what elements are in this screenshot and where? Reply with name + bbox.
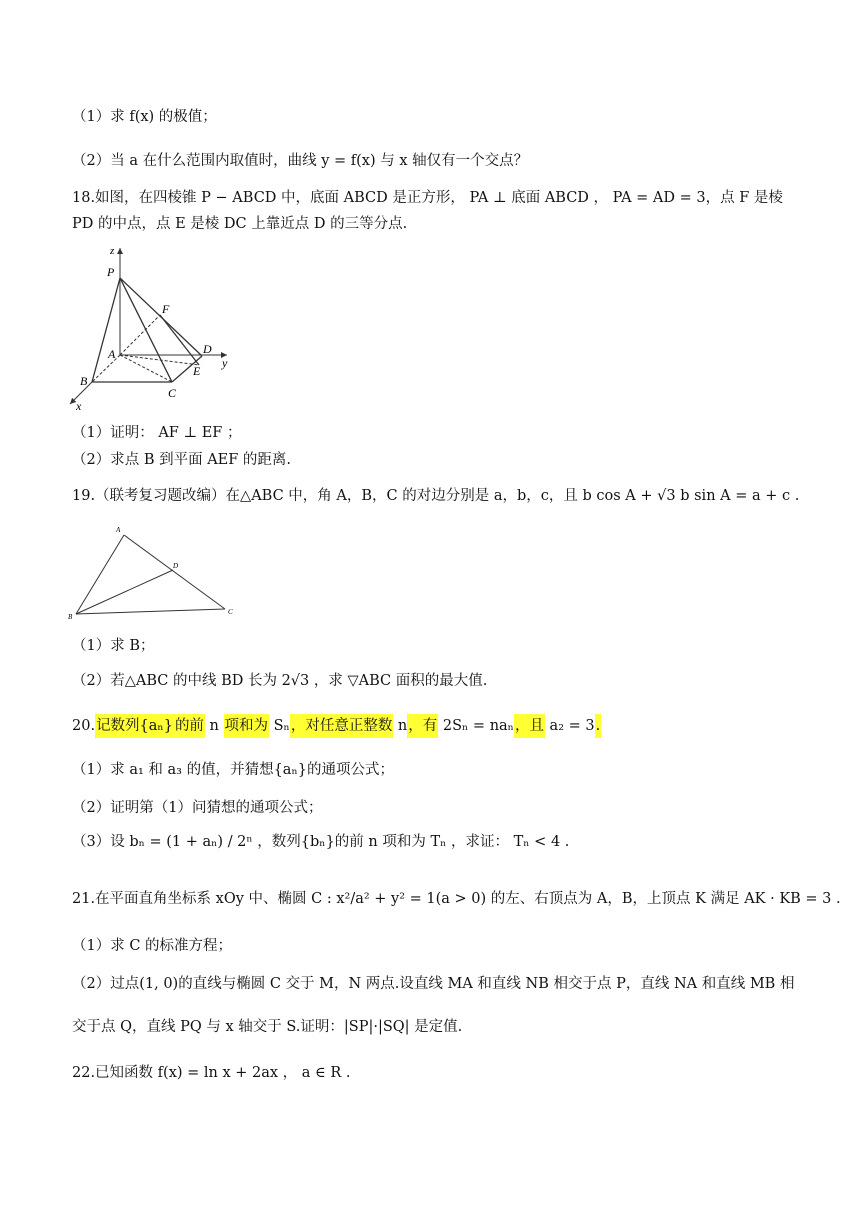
label-D: D bbox=[173, 562, 179, 570]
label-x: x bbox=[76, 399, 82, 413]
label-A: A bbox=[116, 526, 121, 534]
label-E: E bbox=[193, 364, 201, 378]
q20-text-4: 2Sₙ = naₙ bbox=[438, 718, 514, 734]
label-y: y bbox=[222, 356, 228, 370]
q17-part1: （1）求 f(x) 的极值； bbox=[72, 109, 217, 125]
label-D: D bbox=[203, 342, 212, 356]
q21-part2-line1: （2）过点(1, 0)的直线与椭圆 C 交于 M，N 两点.设直线 MA 和直线 NB 相交于点 P，直线 NA 和直线 MB 相 bbox=[72, 976, 795, 992]
q20-highlight-5: ，有 bbox=[407, 714, 438, 738]
q20-highlight-2: 的前 bbox=[174, 714, 205, 738]
label-A: A bbox=[108, 347, 116, 361]
q20-highlight-6: ，且 bbox=[514, 714, 545, 738]
q18-part2: （2）求点 B 到平面 AEF 的距离. bbox=[72, 452, 292, 468]
label-z: z bbox=[110, 245, 115, 257]
label-P: P bbox=[107, 265, 115, 279]
side-BC bbox=[76, 609, 225, 614]
q21-part1: （1）求 C 的标准方程； bbox=[72, 938, 233, 954]
label-C: C bbox=[168, 386, 177, 400]
side-AC bbox=[124, 535, 225, 609]
q20-part2: （2）证明第（1）问猜想的通项公式； bbox=[72, 800, 323, 816]
edge-PB bbox=[92, 278, 120, 382]
edge-AF bbox=[120, 315, 160, 355]
q21-stem: 21.在平面直角坐标系 xOy 中、椭圆 C : x²/a² + y² = 1(a > 0) 的左、右顶点为 A，B，上顶点 K 满足 AK · KB = 3 . bbox=[72, 891, 841, 907]
q20-text-3: n bbox=[393, 718, 408, 734]
q20-text-1: n bbox=[204, 718, 224, 734]
q19-part2: （2）若△ABC 的中线 BD 长为 2√3 ，求 ▽ABC 面积的最大值. bbox=[72, 673, 488, 689]
q20-part1: （1）求 a₁ 和 a₃ 的值，并猜想{aₙ}的通项公式； bbox=[72, 762, 394, 778]
q20-highlight-4: ，对任意正整数 bbox=[290, 714, 394, 738]
label-F: F bbox=[162, 302, 170, 316]
side-AB bbox=[76, 535, 124, 614]
q22-stem: 22.已知函数 f(x) = ln x + 2ax ， a ∈ R . bbox=[72, 1065, 351, 1081]
edge-PC bbox=[120, 278, 172, 382]
label-C: C bbox=[228, 608, 233, 616]
triangle-figure bbox=[62, 522, 242, 622]
edge-AC bbox=[120, 355, 172, 382]
q20-text-5: a₂ = 3 bbox=[544, 718, 595, 734]
q18-part1: （1）证明： AF ⊥ EF ； bbox=[72, 425, 242, 441]
label-B: B bbox=[80, 374, 88, 388]
q18-stem-line2: PD 的中点，点 E 是棱 DC 上靠近点 D 的三等分点. bbox=[72, 216, 408, 232]
pyramid-figure bbox=[62, 240, 242, 415]
q20-highlight-1: 记数列{aₙ} bbox=[95, 714, 174, 738]
q17-part2: （2）当 a 在什么范围内取值时，曲线 y = f(x) 与 x 轴仅有一个交点？ bbox=[72, 153, 529, 169]
q18-stem-line1: 18.如图，在四棱锥 P − ABCD 中，底面 ABCD 是正方形， PA ⊥ 底面 ABCD ， PA = AD = 3，点 F 是棱 bbox=[72, 190, 783, 206]
edge-FE bbox=[160, 315, 199, 365]
median-BD bbox=[76, 570, 173, 614]
q20-stem bbox=[72, 716, 601, 736]
q20-highlight-3: 项和为 bbox=[224, 714, 270, 738]
q20-text-2: Sₙ bbox=[269, 718, 290, 734]
q20-part3: （3）设 bₙ = (1 + aₙ) / 2ⁿ ，数列{bₙ}的前 n 项和为 Tₙ ，求证： Tₙ < 4 . bbox=[72, 834, 570, 850]
q20-highlight-7: . bbox=[595, 714, 602, 738]
q19-stem: 19.（联考复习题改编）在△ABC 中，角 A，B，C 的对边分别是 a，b，c，且 b cos A + √3 b sin A = a + c . bbox=[72, 488, 800, 504]
q20-number: 20. bbox=[72, 718, 96, 734]
q19-part1: （1）求 B； bbox=[72, 638, 155, 654]
label-B: B bbox=[68, 613, 73, 621]
q21-part2-line2: 交于点 Q，直线 PQ 与 x 轴交于 S.证明：|SP|·|SQ| 是定值. bbox=[72, 1019, 463, 1035]
